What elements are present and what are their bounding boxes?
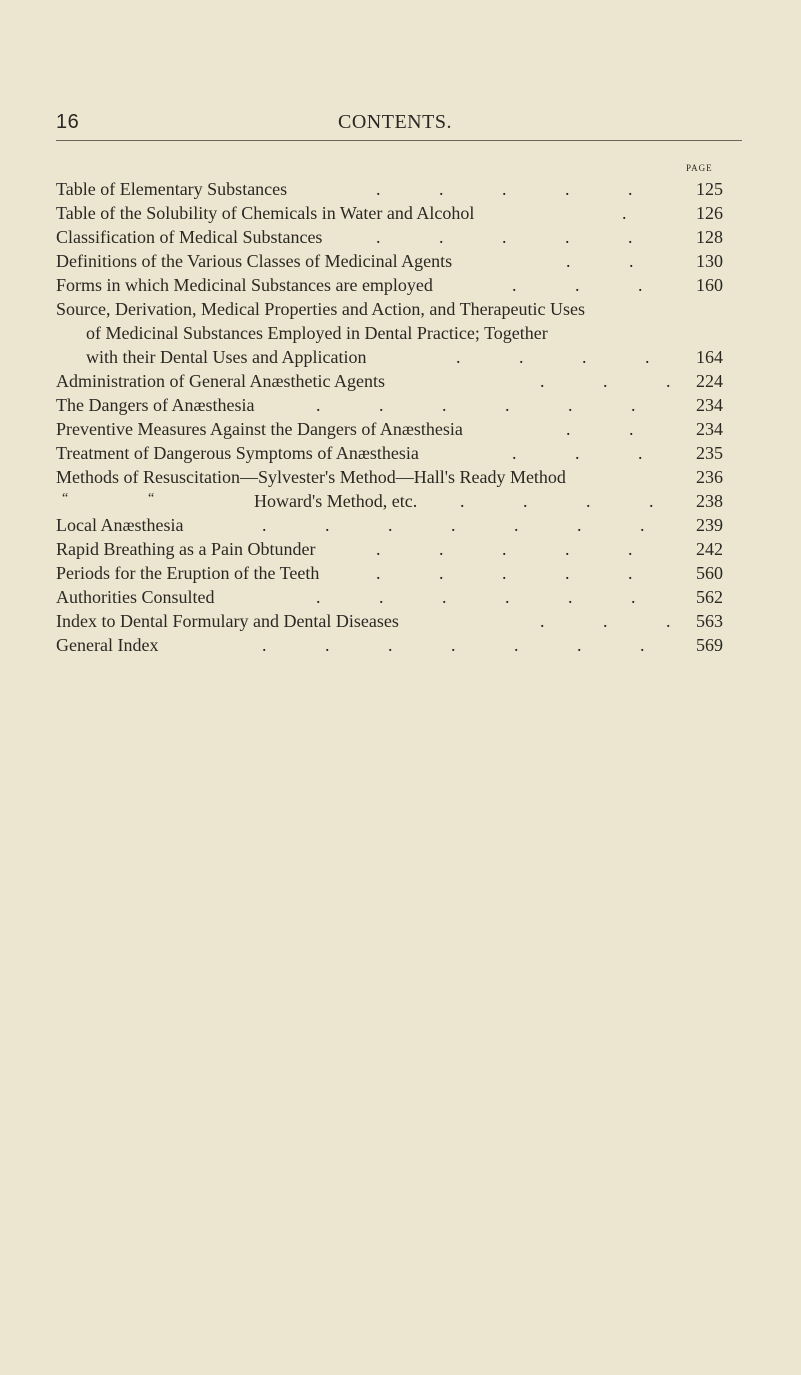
- toc-leader-dots: . .: [566, 419, 661, 439]
- toc-entry: [56, 633, 746, 657]
- toc-entry: [56, 393, 746, 417]
- toc-entry-title: Local Anæsthesia: [56, 515, 184, 535]
- toc-leader-dots: . . .: [540, 371, 698, 391]
- toc-entry-title: Methods of Resuscitation—Sylvester's Method—Hall's Ready Method: [56, 467, 566, 487]
- toc-entry: [56, 441, 746, 465]
- toc-entry-title: Periods for the Eruption of the Teeth: [56, 563, 320, 583]
- page-number: 16: [56, 111, 80, 133]
- toc-entry-title: Index to Dental Formulary and Dental Diseases: [56, 611, 399, 631]
- toc-entry-page: 242: [696, 539, 723, 559]
- toc-entry-title: Howard's Method, etc.: [254, 491, 418, 511]
- toc-leader-dots: .: [622, 203, 654, 223]
- toc-entry-page: 160: [696, 275, 723, 295]
- toc-entry-title: Authorities Consulted: [56, 587, 215, 607]
- toc-leader-dots: . . . . .: [376, 539, 660, 559]
- toc-entry-page: 128: [696, 227, 723, 247]
- toc-leader-dots: . .: [566, 251, 661, 271]
- toc-entry: [56, 561, 746, 585]
- toc-entry-title: Definitions of the Various Classes of Medicinal Agents: [56, 251, 453, 271]
- toc-leader-dots: . . .: [512, 443, 670, 463]
- toc-entry-page: 224: [696, 371, 723, 391]
- toc-leader-dots: . . . . .: [376, 563, 660, 583]
- toc-entry: [56, 489, 746, 513]
- ditto-mark: “: [62, 491, 69, 506]
- toc-entry: [56, 369, 746, 393]
- toc-entry-title: The Dangers of Anæsthesia: [56, 395, 255, 415]
- toc-entry-title: Administration of General Anæsthetic Agents: [56, 371, 385, 391]
- toc-entry: [56, 321, 746, 345]
- toc-entry-page: 164: [696, 347, 723, 367]
- toc-leader-dots: . . . .: [460, 491, 681, 511]
- table-of-contents: [56, 177, 746, 657]
- toc-entry-page: 130: [696, 251, 723, 271]
- toc-leader-dots: . . . .: [456, 347, 677, 367]
- toc-entry-page: 562: [696, 587, 723, 607]
- toc-entry: [56, 177, 746, 201]
- toc-leader-dots: . . . . .: [376, 179, 660, 199]
- toc-entry-title: Classification of Medical Substances: [56, 227, 323, 247]
- toc-entry: [56, 465, 746, 489]
- running-title: CONTENTS.: [338, 111, 452, 133]
- toc-entry-page: 238: [696, 491, 723, 511]
- toc-entry-page: 563: [696, 611, 723, 631]
- toc-entry-page: 234: [696, 395, 723, 415]
- toc-entry: [56, 609, 746, 633]
- toc-entry-title: Table of Elementary Substances: [56, 179, 288, 199]
- toc-entry: [56, 273, 746, 297]
- toc-entry-title: Table of the Solubility of Chemicals in Water and Alcohol: [56, 203, 475, 223]
- toc-entry-title: of Medicinal Substances Employed in Dental Practice; Together: [86, 323, 548, 343]
- toc-entry-page: 126: [696, 203, 723, 223]
- toc-leader-dots: . . . . . .: [316, 587, 663, 607]
- toc-entry-title: Treatment of Dangerous Symptoms of Anæsthesia: [56, 443, 419, 463]
- toc-leader-dots: . . . . . .: [316, 395, 663, 415]
- toc-entry: [56, 225, 746, 249]
- toc-entry: [56, 297, 746, 321]
- toc-entry-page: 234: [696, 419, 723, 439]
- toc-entry-title: Preventive Measures Against the Dangers of Anæsthesia: [56, 419, 463, 439]
- toc-entry-title: General Index: [56, 635, 159, 655]
- toc-leader-dots: . . . . . . .: [262, 515, 672, 535]
- toc-leader-dots: . . . . .: [376, 227, 660, 247]
- toc-entry: [56, 585, 746, 609]
- toc-entry: [56, 417, 746, 441]
- toc-leader-dots: . . .: [512, 275, 670, 295]
- toc-entry-title: with their Dental Uses and Application: [86, 347, 367, 367]
- page-column-heading: PAGE: [686, 163, 713, 173]
- toc-entry-title: Source, Derivation, Medical Properties and Action, and Therapeutic Uses: [56, 299, 586, 319]
- toc-entry: [56, 537, 746, 561]
- toc-entry-page: 239: [696, 515, 723, 535]
- toc-entry: [56, 201, 746, 225]
- toc-entry-title: Forms in which Medicinal Substances are employed: [56, 275, 433, 295]
- toc-entry-page: 235: [696, 443, 723, 463]
- toc-entry-page: 569: [696, 635, 723, 655]
- toc-entry-page: 125: [696, 179, 723, 199]
- toc-entry: [56, 249, 746, 273]
- ditto-mark: “: [148, 491, 155, 506]
- toc-leader-dots: . . .: [540, 611, 698, 631]
- toc-leader-dots: . . . . . . .: [262, 635, 672, 655]
- toc-entry-page: 236: [696, 467, 723, 487]
- toc-entry: [56, 513, 746, 537]
- header-rule: [56, 140, 742, 141]
- toc-entry-page: 560: [696, 563, 723, 583]
- toc-entry-title: Rapid Breathing as a Pain Obtunder: [56, 539, 316, 559]
- toc-entry: [56, 345, 746, 369]
